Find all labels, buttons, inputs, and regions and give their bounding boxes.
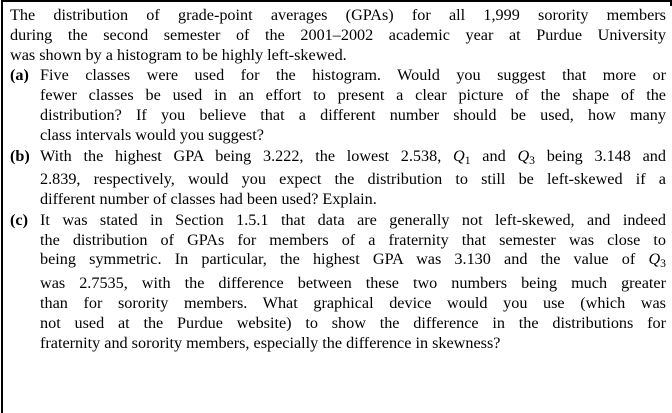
frame-top-rule [1,0,672,2]
part-c-line-5: than for sorority members. What graphical device would you use (which was [40,293,666,312]
part-a-line-1: Five classes were used for the histogram. Would you suggest that more or [40,66,666,85]
part-a-text [40,66,666,145]
q3-subscript-c: 3 [660,257,666,271]
part-c [10,211,666,353]
part-a-line-4: class intervals would you suggest? [40,125,264,144]
q3-symbol-c: Q [648,250,661,269]
part-a-line-3: distribution? If you believe that a different number should be used, how many [40,105,666,124]
part-b-text [40,147,666,210]
part-c-line-4: was 2.7535, with the difference between these two numbers being much greater [40,274,666,293]
part-c-line-2: the distribution of GPAs for members of a fraternity that semester was close to [40,230,666,249]
part-b [10,147,666,210]
part-a-line-2: fewer classes be used in an effort to present a clear picture of the shape of the [40,86,666,105]
part-b-line-1-pre: With the highest GPA being 3.222, the lowest 2.538, [40,146,454,165]
exercise-text [10,6,666,353]
intro-line-3: was shown by a histogram to be highly left-skewed. [10,45,347,64]
q3-symbol: Q [517,146,530,165]
intro-line-2: during the second semester of the 2001–2002 academic year at Purdue University [10,25,666,44]
part-a-marker: (a) [10,66,29,85]
part-c-line-3-pre: being symmetric. In particular, the highest GPA was 3.130 and the value of [40,250,649,269]
q3-subscript: 3 [529,153,535,167]
exercise-intro [10,6,666,65]
part-c-line-7: fraternity and sorority members, especially the difference in skewness? [40,333,501,352]
part-b-line-1 [40,147,666,171]
part-b-line-1-mid: and [470,146,518,165]
part-c-line-3 [40,250,666,274]
part-b-marker: (b) [10,146,30,165]
frame-left-rule [1,0,3,413]
part-a [10,66,666,145]
part-b-line-2: 2.839, respectively, would you expect the distribution to still be left-skewed if a [40,170,666,189]
part-c-line-1: It was stated in Section 1.5.1 that data are generally not left-skewed, and indeed [40,210,666,229]
part-c-line-6: not used at the Purdue website) to show the difference in the distributions for [40,313,666,332]
part-b-line-1-post: being 3.148 and [534,146,666,165]
intro-line-1: The distribution of grade-point averages (GPAs) for all 1,999 sorority members [10,6,666,24]
part-c-marker: (c) [10,210,28,229]
q1-subscript: 1 [464,153,471,167]
q1-symbol: Q [453,146,465,165]
part-c-text [40,211,666,353]
part-b-line-3: different number of classes had been used? Explain. [40,190,377,209]
